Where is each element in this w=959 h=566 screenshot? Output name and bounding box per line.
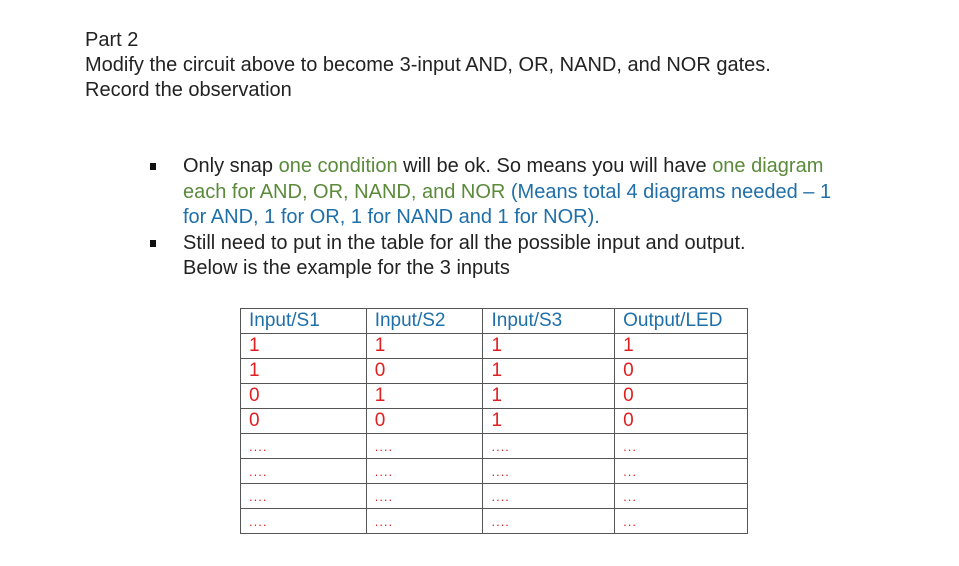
cell-led: 0: [615, 359, 748, 384]
cell-s3: 1: [483, 384, 615, 409]
bullet-1-text-a: Only snap: [183, 155, 279, 177]
cell-s3: 1: [483, 359, 615, 384]
table-header-row: [241, 309, 748, 334]
bullet-1-text-d: one diagram each for AND, OR, NAND, and NOR: [183, 155, 824, 203]
cell-led: ...: [615, 509, 748, 534]
table-row: [241, 434, 748, 459]
header-input-s1: Input/S1: [241, 309, 367, 334]
bullet-item-2: [150, 231, 850, 282]
bullet-1-text-e: (Means total 4 diagrams needed – 1 for AND, 1 for OR, 1 for NAND and 1 for NOR).: [183, 180, 832, 228]
cell-s1: ....: [241, 509, 367, 534]
instruction-line-1: Modify the circuit above to become 3-input AND, OR, NAND, and NOR gates.: [85, 54, 771, 76]
bullet-square-icon: [150, 240, 156, 247]
header-output-led: Output/LED: [615, 309, 748, 334]
cell-s1: 0: [241, 409, 367, 434]
bullet-item-1: [150, 154, 850, 231]
cell-led: ...: [615, 459, 748, 484]
cell-s1: 1: [241, 359, 367, 384]
cell-s2: 1: [366, 384, 483, 409]
bullet-2-line-1: Still need to put in the table for all the possible input and output.: [183, 231, 746, 254]
part-title: Part 2: [85, 29, 139, 51]
cell-s1: 0: [241, 384, 367, 409]
cell-led: 0: [615, 384, 748, 409]
cell-s2: ....: [366, 484, 483, 509]
table-row: [241, 334, 748, 359]
cell-s1: 1: [241, 334, 367, 359]
table-row: [241, 509, 748, 534]
cell-s3: ....: [483, 434, 615, 459]
cell-s1: ....: [241, 484, 367, 509]
cell-s2: ....: [366, 509, 483, 534]
bullet-2-line-2: Below is the example for the 3 inputs: [183, 257, 510, 279]
header-input-s3: Input/S3: [483, 309, 615, 334]
heading: [85, 28, 771, 103]
cell-led: ...: [615, 434, 748, 459]
cell-led: ...: [615, 484, 748, 509]
table-row: [241, 459, 748, 484]
cell-led: 1: [615, 334, 748, 359]
table-row: [241, 384, 748, 409]
cell-s3: ....: [483, 484, 615, 509]
cell-s1: ....: [241, 459, 367, 484]
cell-s3: ....: [483, 459, 615, 484]
cell-led: 0: [615, 409, 748, 434]
cell-s3: ....: [483, 509, 615, 534]
cell-s1: ....: [241, 434, 367, 459]
table-row: [241, 409, 748, 434]
cell-s3: 1: [483, 409, 615, 434]
header-input-s2: Input/S2: [366, 309, 483, 334]
bullet-1-text-b: one condition: [278, 155, 398, 177]
bullet-1-text-c: will be ok. So means you will have: [397, 155, 713, 177]
truth-table: [240, 308, 748, 534]
cell-s2: 1: [366, 334, 483, 359]
cell-s2: 0: [366, 359, 483, 384]
table-row: [241, 359, 748, 384]
table-row: [241, 484, 748, 509]
instruction-line-2: Record the observation: [85, 79, 292, 101]
cell-s2: ....: [366, 434, 483, 459]
cell-s3: 1: [483, 334, 615, 359]
bullet-square-icon: [150, 163, 156, 170]
cell-s2: 0: [366, 409, 483, 434]
bullet-list: [150, 154, 850, 282]
cell-s2: ....: [366, 459, 483, 484]
